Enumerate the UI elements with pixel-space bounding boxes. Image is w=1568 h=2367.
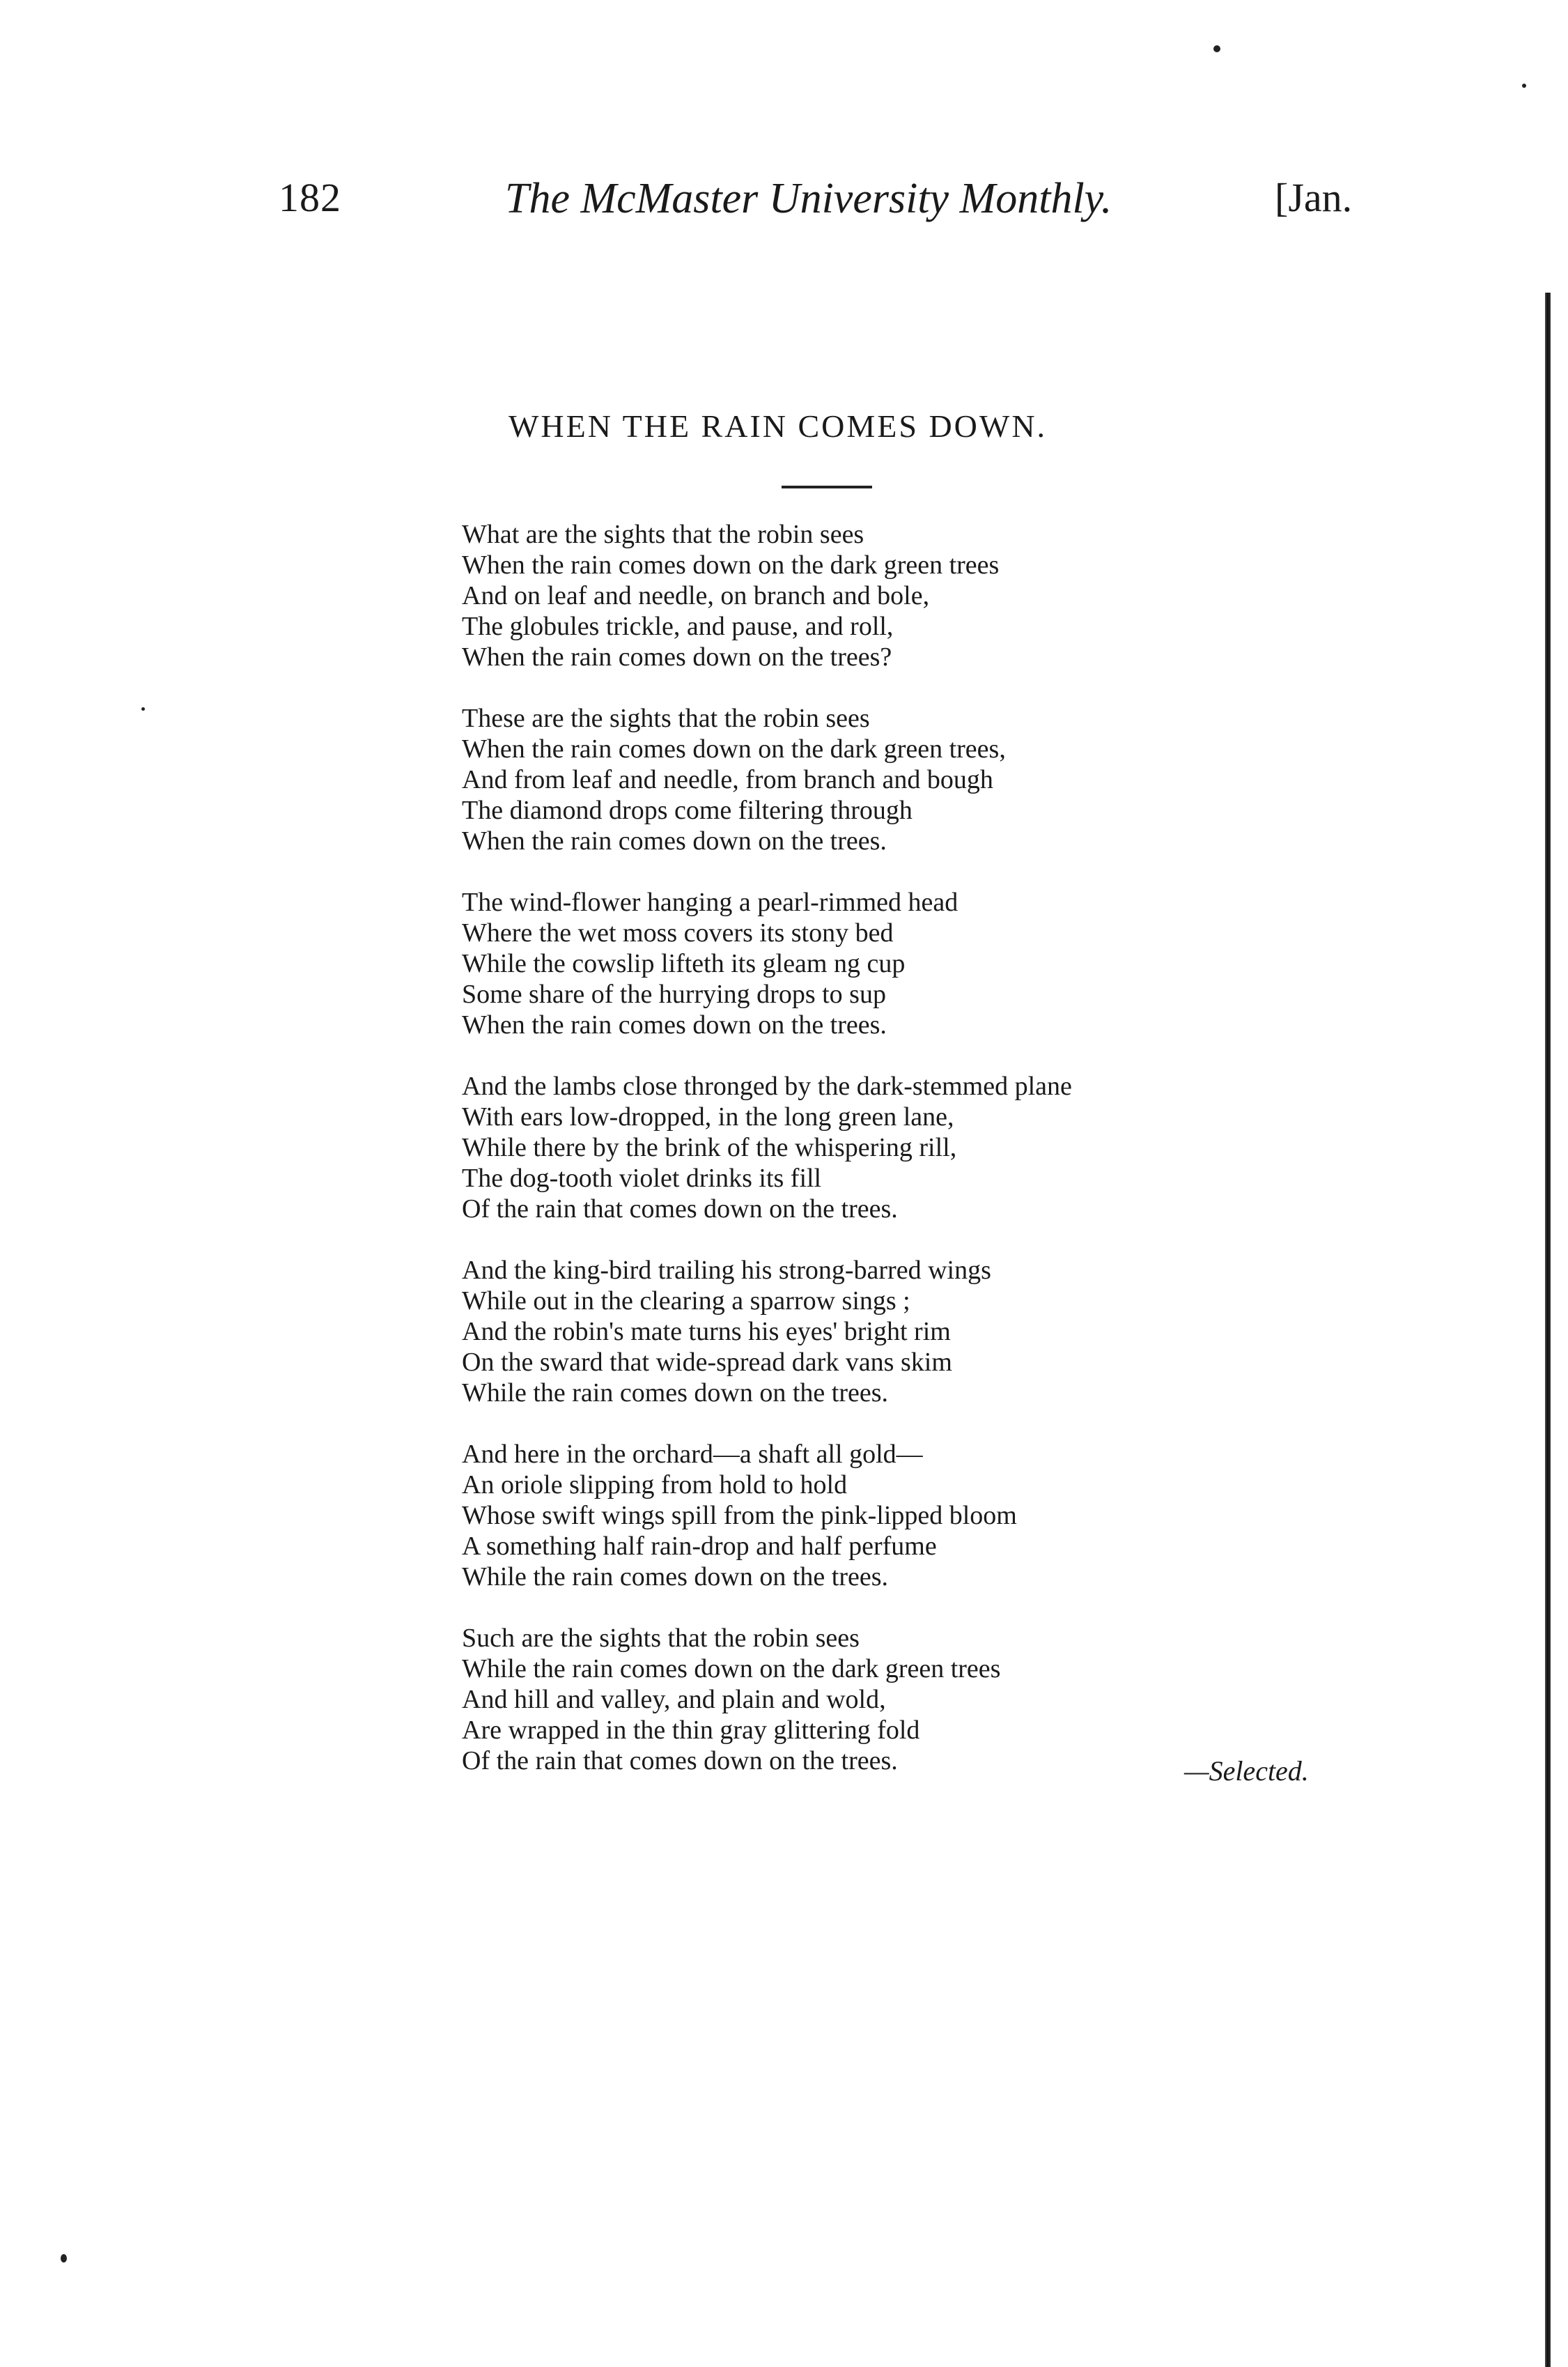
stanza-6 xyxy=(462,1439,1333,1592)
stanza-3 xyxy=(462,887,1333,1040)
poem-line: What are the sights that the robin sees xyxy=(462,520,864,549)
title-divider xyxy=(782,486,872,488)
poem-line: And the robin's mate turns his eyes' bright rim xyxy=(462,1317,951,1346)
poem-line: These are the sights that the robin sees xyxy=(462,704,870,733)
attribution: —Selected. xyxy=(1184,1755,1309,1787)
page-number: 182 xyxy=(279,175,341,220)
poem-line: And the lambs close thronged by the dark-stemmed plane xyxy=(462,1072,1072,1101)
poem-line: And hill and valley, and plain and wold, xyxy=(462,1685,886,1714)
poem-line: And on leaf and needle, on branch and bole, xyxy=(462,581,930,610)
poem-line: The wind-flower hanging a pearl-rimmed head xyxy=(462,888,958,917)
poem-line: While the cowslip lifteth its gleam ng cup xyxy=(462,949,906,978)
poem-line: And from leaf and needle, from branch and bough xyxy=(462,765,993,794)
poem-line: While the rain comes down on the trees. xyxy=(462,1562,889,1591)
poem-line: When the rain comes down on the dark green trees xyxy=(462,550,1000,580)
stanza-7 xyxy=(462,1623,1333,1776)
stanza-5 xyxy=(462,1255,1333,1408)
stanza-1 xyxy=(462,519,1333,672)
poem-line: A something half rain-drop and half perfume xyxy=(462,1532,937,1561)
poem-line: While the rain comes down on the dark green trees xyxy=(462,1654,1001,1683)
poem-line: The globules trickle, and pause, and roll, xyxy=(462,612,894,641)
stanza-2 xyxy=(462,703,1333,856)
poem-line: An oriole slipping from hold to hold xyxy=(462,1470,848,1499)
poem-title: WHEN THE RAIN COMES DOWN. xyxy=(509,408,1048,444)
poem-line: Where the wet moss covers its stony bed xyxy=(462,918,894,948)
poem-line: Of the rain that comes down on the trees. xyxy=(462,1746,898,1775)
poem-line: When the rain comes down on the dark green trees, xyxy=(462,734,1006,764)
poem-line: Whose swift wings spill from the pink-lipped bloom xyxy=(462,1501,1017,1530)
scan-speck xyxy=(1213,45,1220,52)
poem-line: The dog-tooth violet drinks its fill xyxy=(462,1164,822,1193)
poem-line: Are wrapped in the thin gray glittering fold xyxy=(462,1716,920,1745)
poem-line: Some share of the hurrying drops to sup xyxy=(462,980,886,1009)
poem-line: While out in the clearing a sparrow sings ; xyxy=(462,1286,910,1316)
poem-line: And here in the orchard—a shaft all gold— xyxy=(462,1440,923,1469)
poem-body xyxy=(462,519,1333,1807)
poem-line: While the rain comes down on the trees. xyxy=(462,1378,889,1408)
poem-line: When the rain comes down on the trees. xyxy=(462,826,887,856)
running-month: [Jan. xyxy=(1275,175,1353,220)
poem-line: On the sward that wide-spread dark vans skim xyxy=(462,1348,952,1377)
scan-speck xyxy=(61,2254,67,2262)
poem-line: With ears low-dropped, in the long green lane, xyxy=(462,1102,954,1132)
running-title: The McMaster University Monthly. xyxy=(505,175,1112,222)
poem-line: And the king-bird trailing his strong-barred wings xyxy=(462,1256,991,1285)
poem-line: When the rain comes down on the trees. xyxy=(462,1010,887,1040)
stanza-4 xyxy=(462,1071,1333,1224)
poem-line: When the rain comes down on the trees? xyxy=(462,642,892,672)
poem-line: The diamond drops come filtering through xyxy=(462,796,913,825)
poem-line: While there by the brink of the whispering rill, xyxy=(462,1133,957,1162)
scan-edge-shadow xyxy=(1545,293,1551,2367)
scan-speck xyxy=(141,707,145,711)
poem-line: Of the rain that comes down on the trees. xyxy=(462,1194,898,1224)
poem-line: Such are the sights that the robin sees xyxy=(462,1624,860,1653)
scan-speck xyxy=(1522,84,1526,88)
